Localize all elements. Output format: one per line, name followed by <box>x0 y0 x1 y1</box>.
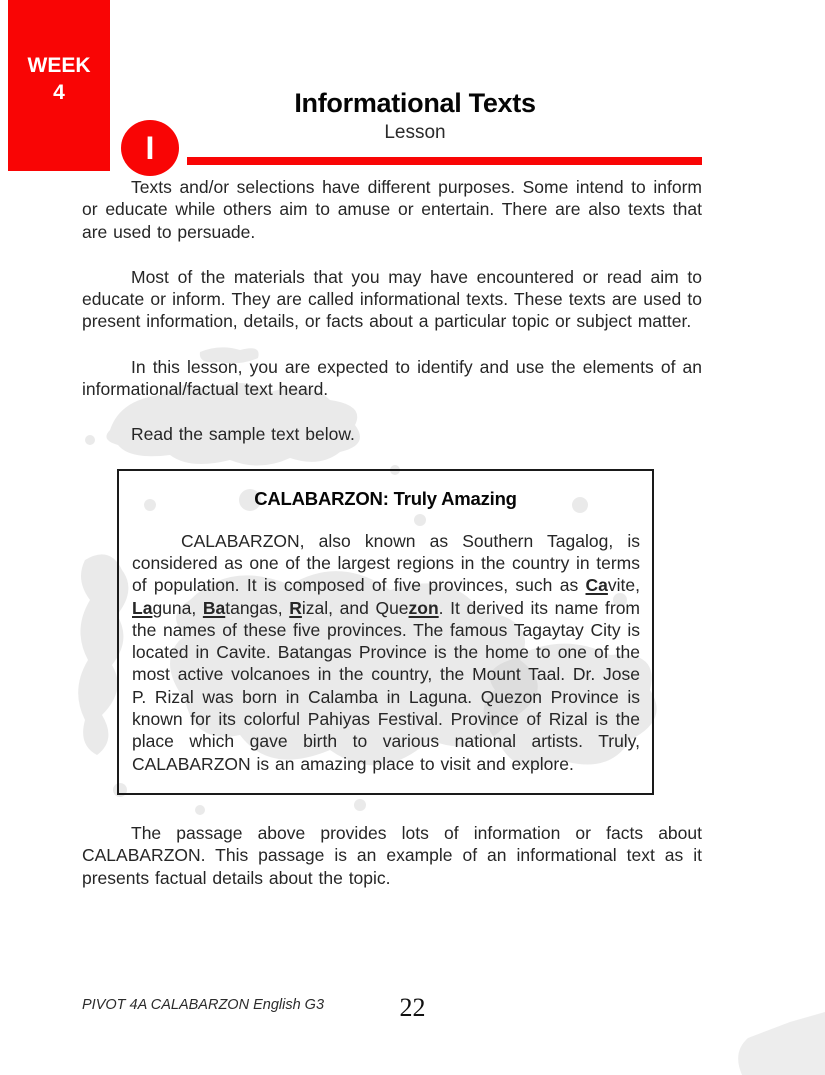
title-underline-rule <box>187 157 702 165</box>
sample-text-box <box>117 469 654 795</box>
week-badge-label: WEEK <box>27 54 91 77</box>
lesson-marker-circle <box>121 120 179 176</box>
lesson-content <box>82 176 702 889</box>
conclusion-paragraph: The passage above provides lots of information or facts about CALABARZON. This passage is an example of an informational text as it presents factual details about the topic. <box>82 822 702 888</box>
week-badge <box>8 0 110 171</box>
lesson-subtitle: Lesson <box>384 122 446 143</box>
page-title: Informational Texts <box>294 88 536 118</box>
page-number: 22 <box>399 993 426 1022</box>
objective-paragraph: In this lesson, you are expected to identify and use the elements of an informational/factual text heard. <box>82 356 702 400</box>
sample-box-body: CALABARZON, also known as Southern Tagalog, is considered as one of the largest regions in the country in terms of population. It is composed of five provinces, such as Cavite, Laguna, Batangas, Rizal, and Quezon. It derived its name from the names of these five provinces. The famous Tagaytay City is located in Cavite. Batangas Province is the home to one of the most active volcanoes in the country, the Mount Taal. Dr. Jose P. Rizal was born in Calamba in Laguna. Quezon Province is known for its colorful Pahiyas Festival. Province of Rizal is the place which gave birth to various national artists. Truly, CALABARZON is an amazing place to visit and explore. <box>132 530 640 774</box>
title-block <box>190 88 640 144</box>
week-badge-number: 4 <box>53 81 65 104</box>
read-instruction-paragraph: Read the sample text below. <box>131 424 355 445</box>
lesson-marker-letter: I <box>145 130 155 166</box>
footer-book-title: PIVOT 4A CALABARZON English G3 <box>82 997 325 1013</box>
intro-paragraph-1: Texts and/or selections have different purposes. Some intend to inform or educate while others aim to amuse or entertain. There are also texts that are used to persuade. <box>82 177 702 242</box>
sample-box-title: CALABARZON: Truly Amazing <box>254 487 517 509</box>
intro-paragraph-2: Most of the materials that you may have encountered or read aim to educate or inform. They are called informational texts. These texts are used to present information, details, or facts about a particular topic or subject matter. <box>82 266 702 332</box>
